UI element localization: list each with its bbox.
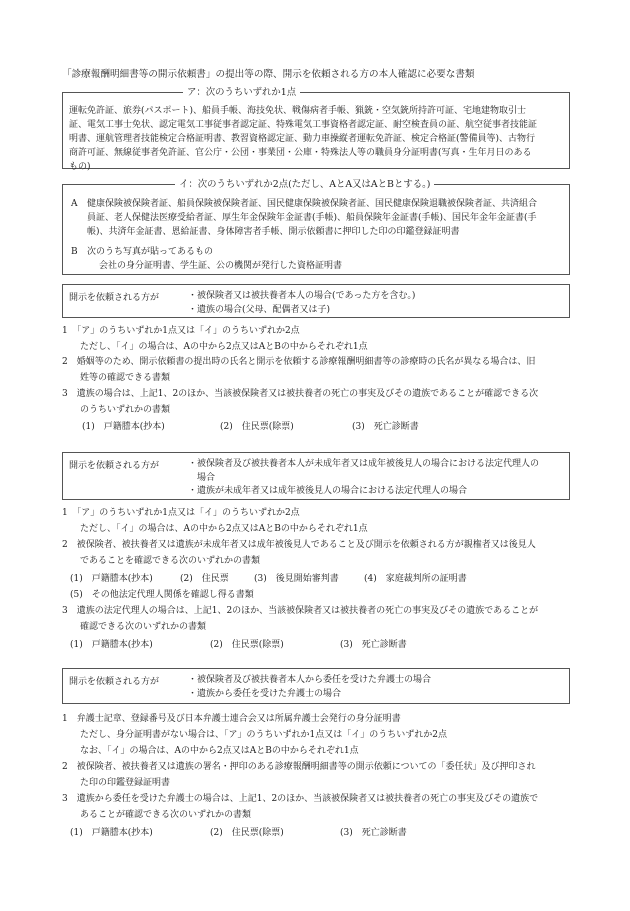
s2-doc: (2) 住民票(除票) xyxy=(210,640,284,650)
s2-line: 1 「ア」のうちいずれか1点又は「イ」のうちいずれか2点 xyxy=(62,508,300,518)
s3-line: 3 遺族から委任を受けた弁護士の場合は、上記1、2のほか、当該被保険者又は被扶養者の死亡の事実及びその遺族で xyxy=(62,794,539,804)
s3-line: なお、「イ」の場合は、Aの中から2点又はAとBの中からそれぞれ1点 xyxy=(80,746,359,756)
requester-items xyxy=(188,674,566,701)
s2-line: であることを確認できる次のいずれかの書類 xyxy=(80,556,261,566)
s3-line: あることが確認できる次のいずれかの書類 xyxy=(80,810,252,820)
group-b-line: 会社の身分証明書、学生証、公の機関が発行した資格証明書 xyxy=(99,261,343,271)
box-a-line: 運転免許証、旅券(パスポート)、船員手帳、海技免状、戦傷病者手帳、猟銃・空気銃所持許可証、宅地建物取引士 xyxy=(69,106,527,116)
s2-doc: (3) 死亡診断書 xyxy=(340,640,407,650)
s2-doc: (1) 戸籍謄本(抄本) xyxy=(70,640,153,650)
requester-item: 場合 xyxy=(188,472,216,483)
box-a-legend: ア：次のうちいずれか1点 xyxy=(183,86,300,99)
requester-items xyxy=(188,458,566,499)
s2-line: ただし、「イ」の場合は、Aの中から2点又はAとBの中からそれぞれ1点 xyxy=(80,524,368,534)
requester-label: 開示を依頼される方が xyxy=(69,677,160,687)
box-i-group-a xyxy=(71,197,565,239)
id-documents-box-i xyxy=(62,179,570,275)
requester-label: 開示を依頼される方が xyxy=(69,461,160,471)
requester-item: ・遺族が未成年者又は成年被後見人の場合における法定代理人の場合 xyxy=(188,486,468,496)
requester-item: ・遺族の場合(父母、配偶者又は子) xyxy=(188,304,331,315)
s1-line: 姓等の確認できる書類 xyxy=(80,373,171,383)
requester-item: ・遺族から委任を受けた弁護士の場合 xyxy=(188,688,342,699)
s1-doc: (1) 戸籍謄本(抄本) xyxy=(82,422,165,432)
group-b-label: B xyxy=(71,247,78,257)
s3-line: 2 被保険者、被扶養者又は遺族の署名・押印のある診療報酬明細書等の開示依頼についての「委任状」及び押印され xyxy=(62,762,536,772)
page-title: 「診療報酬明細書等の開示依頼書」の提出等の際、開示を依頼される方の本人確認に必要な書類 xyxy=(62,69,475,80)
requester-item: ・被保険者及び被扶養者本人から委任を受けた弁護士の場合 xyxy=(188,675,432,685)
box-i-body xyxy=(71,197,565,273)
requester-items xyxy=(188,290,566,317)
s2-doc: (1) 戸籍謄本(抄本) xyxy=(70,574,153,584)
id-documents-box-a xyxy=(62,87,570,172)
box-a-line: 証、電気工事士免状、認定電気工事従事者認定証、特殊電気工事資格者認定証、耐空検査員の証、航空従事者技能証 xyxy=(69,120,538,130)
s3-line: た印の印鑑登録証明書 xyxy=(80,778,171,788)
group-b-line: 次のうち写真が貼ってあるもの xyxy=(87,247,214,257)
requester-box-2 xyxy=(62,452,570,500)
box-a-line: 明書、運航管理者技能検定合格証明書、教習資格認定証、動力車操縦者運転免許証、検定合格証(警備員等)、古物行 xyxy=(69,134,536,144)
s3-line: 1 弁護士記章、登録番号及び日本弁護士連合会又は所属弁護士会発行の身分証明書 xyxy=(62,714,401,724)
group-a-line: 員証、老人保健法医療受給者証、厚生年金保険年金証書(手帳)、船員保険年金証書(手帳)、国民年金年金証書(手 xyxy=(87,213,537,223)
requester-label: 開示を依頼される方が xyxy=(69,293,160,303)
s2-line: 2 被保険者、被扶養者又は遺族が未成年者又は成年被後見人であること及び開示を依頼される方が親権者又は後見人 xyxy=(62,540,536,550)
s1-line: のうちいずれかの書類 xyxy=(80,405,171,415)
group-a-line: 健康保険被保険者証、船員保険被保険者証、国民健康保険被保険者証、国民健康保険退職被保険者証、共済組合 xyxy=(87,199,538,209)
s2-doc: (3) 後見開始審判書 xyxy=(254,574,339,584)
s1-line: ただし、「イ」の場合は、Aの中から2点又はAとBの中からそれぞれ1点 xyxy=(80,342,368,352)
group-a-line: 帳)、共済年金証書、恩給証書、身体障害者手帳、開示依頼書に押印した印の印鑑登録証明書 xyxy=(87,227,460,237)
s1-line: 1 「ア」のうちいずれか1点又は「イ」のうちいずれか2点 xyxy=(62,326,300,336)
s3-doc: (2) 住民票(除票) xyxy=(210,828,284,838)
group-a-label: A xyxy=(71,199,78,209)
s2-doc: (4) 家庭裁判所の証明書 xyxy=(364,574,467,584)
requester-box-1 xyxy=(62,284,570,318)
s3-doc: (3) 死亡診断書 xyxy=(340,828,407,838)
s2-line: 確認できる次のいずれかの書類 xyxy=(80,622,207,632)
box-a-line: 商許可証、無線従事者免許証、官公庁・公団・事業団・公庫・特殊法人等の職員身分証明書(写真・生年月日のある xyxy=(69,148,532,158)
s2-doc: (5) その他法定代理人関係を確認し得る書類 xyxy=(70,590,254,600)
s1-line: 3 遺族の場合は、上記1、2のほか、当該被保険者又は被扶養者の死亡の事実及びその遺族であることが確認できる次 xyxy=(62,389,539,399)
s2-doc: (2) 住民票 xyxy=(180,574,229,584)
box-a-body xyxy=(69,104,565,174)
box-a-line: もの) xyxy=(69,162,91,172)
box-i-group-b xyxy=(71,245,565,273)
s1-doc: (2) 住民票(除票) xyxy=(220,422,294,432)
requester-box-3 xyxy=(62,668,570,704)
s1-line: 2 婚姻等のため、開示依頼書の提出時の氏名と開示を依頼する診療報酬明細書等の診療時の氏名が異なる場合は、旧 xyxy=(62,357,536,367)
s3-line: ただし、身分証明書がない場合は、「ア」のうちいずれか1点又は「イ」のうちいずれか2点 xyxy=(80,730,447,740)
requester-item: ・被保険者又は被扶養者本人の場合(であった方を含む。) xyxy=(188,291,416,301)
s1-doc: (3) 死亡診断書 xyxy=(352,422,419,432)
s2-line: 3 遺族の法定代理人の場合は、上記1、2のほか、当該被保険者又は被扶養者の死亡の事実及びその遺族であることが xyxy=(62,606,539,616)
s3-doc: (1) 戸籍謄本(抄本) xyxy=(70,828,153,838)
requester-item: ・被保険者及び被扶養者本人が未成年者又は成年被後見人の場合における法定代理人の xyxy=(188,459,540,469)
box-i-legend: イ：次のうちいずれか2点(ただし、AとA又はAとBとする。) xyxy=(175,178,434,191)
